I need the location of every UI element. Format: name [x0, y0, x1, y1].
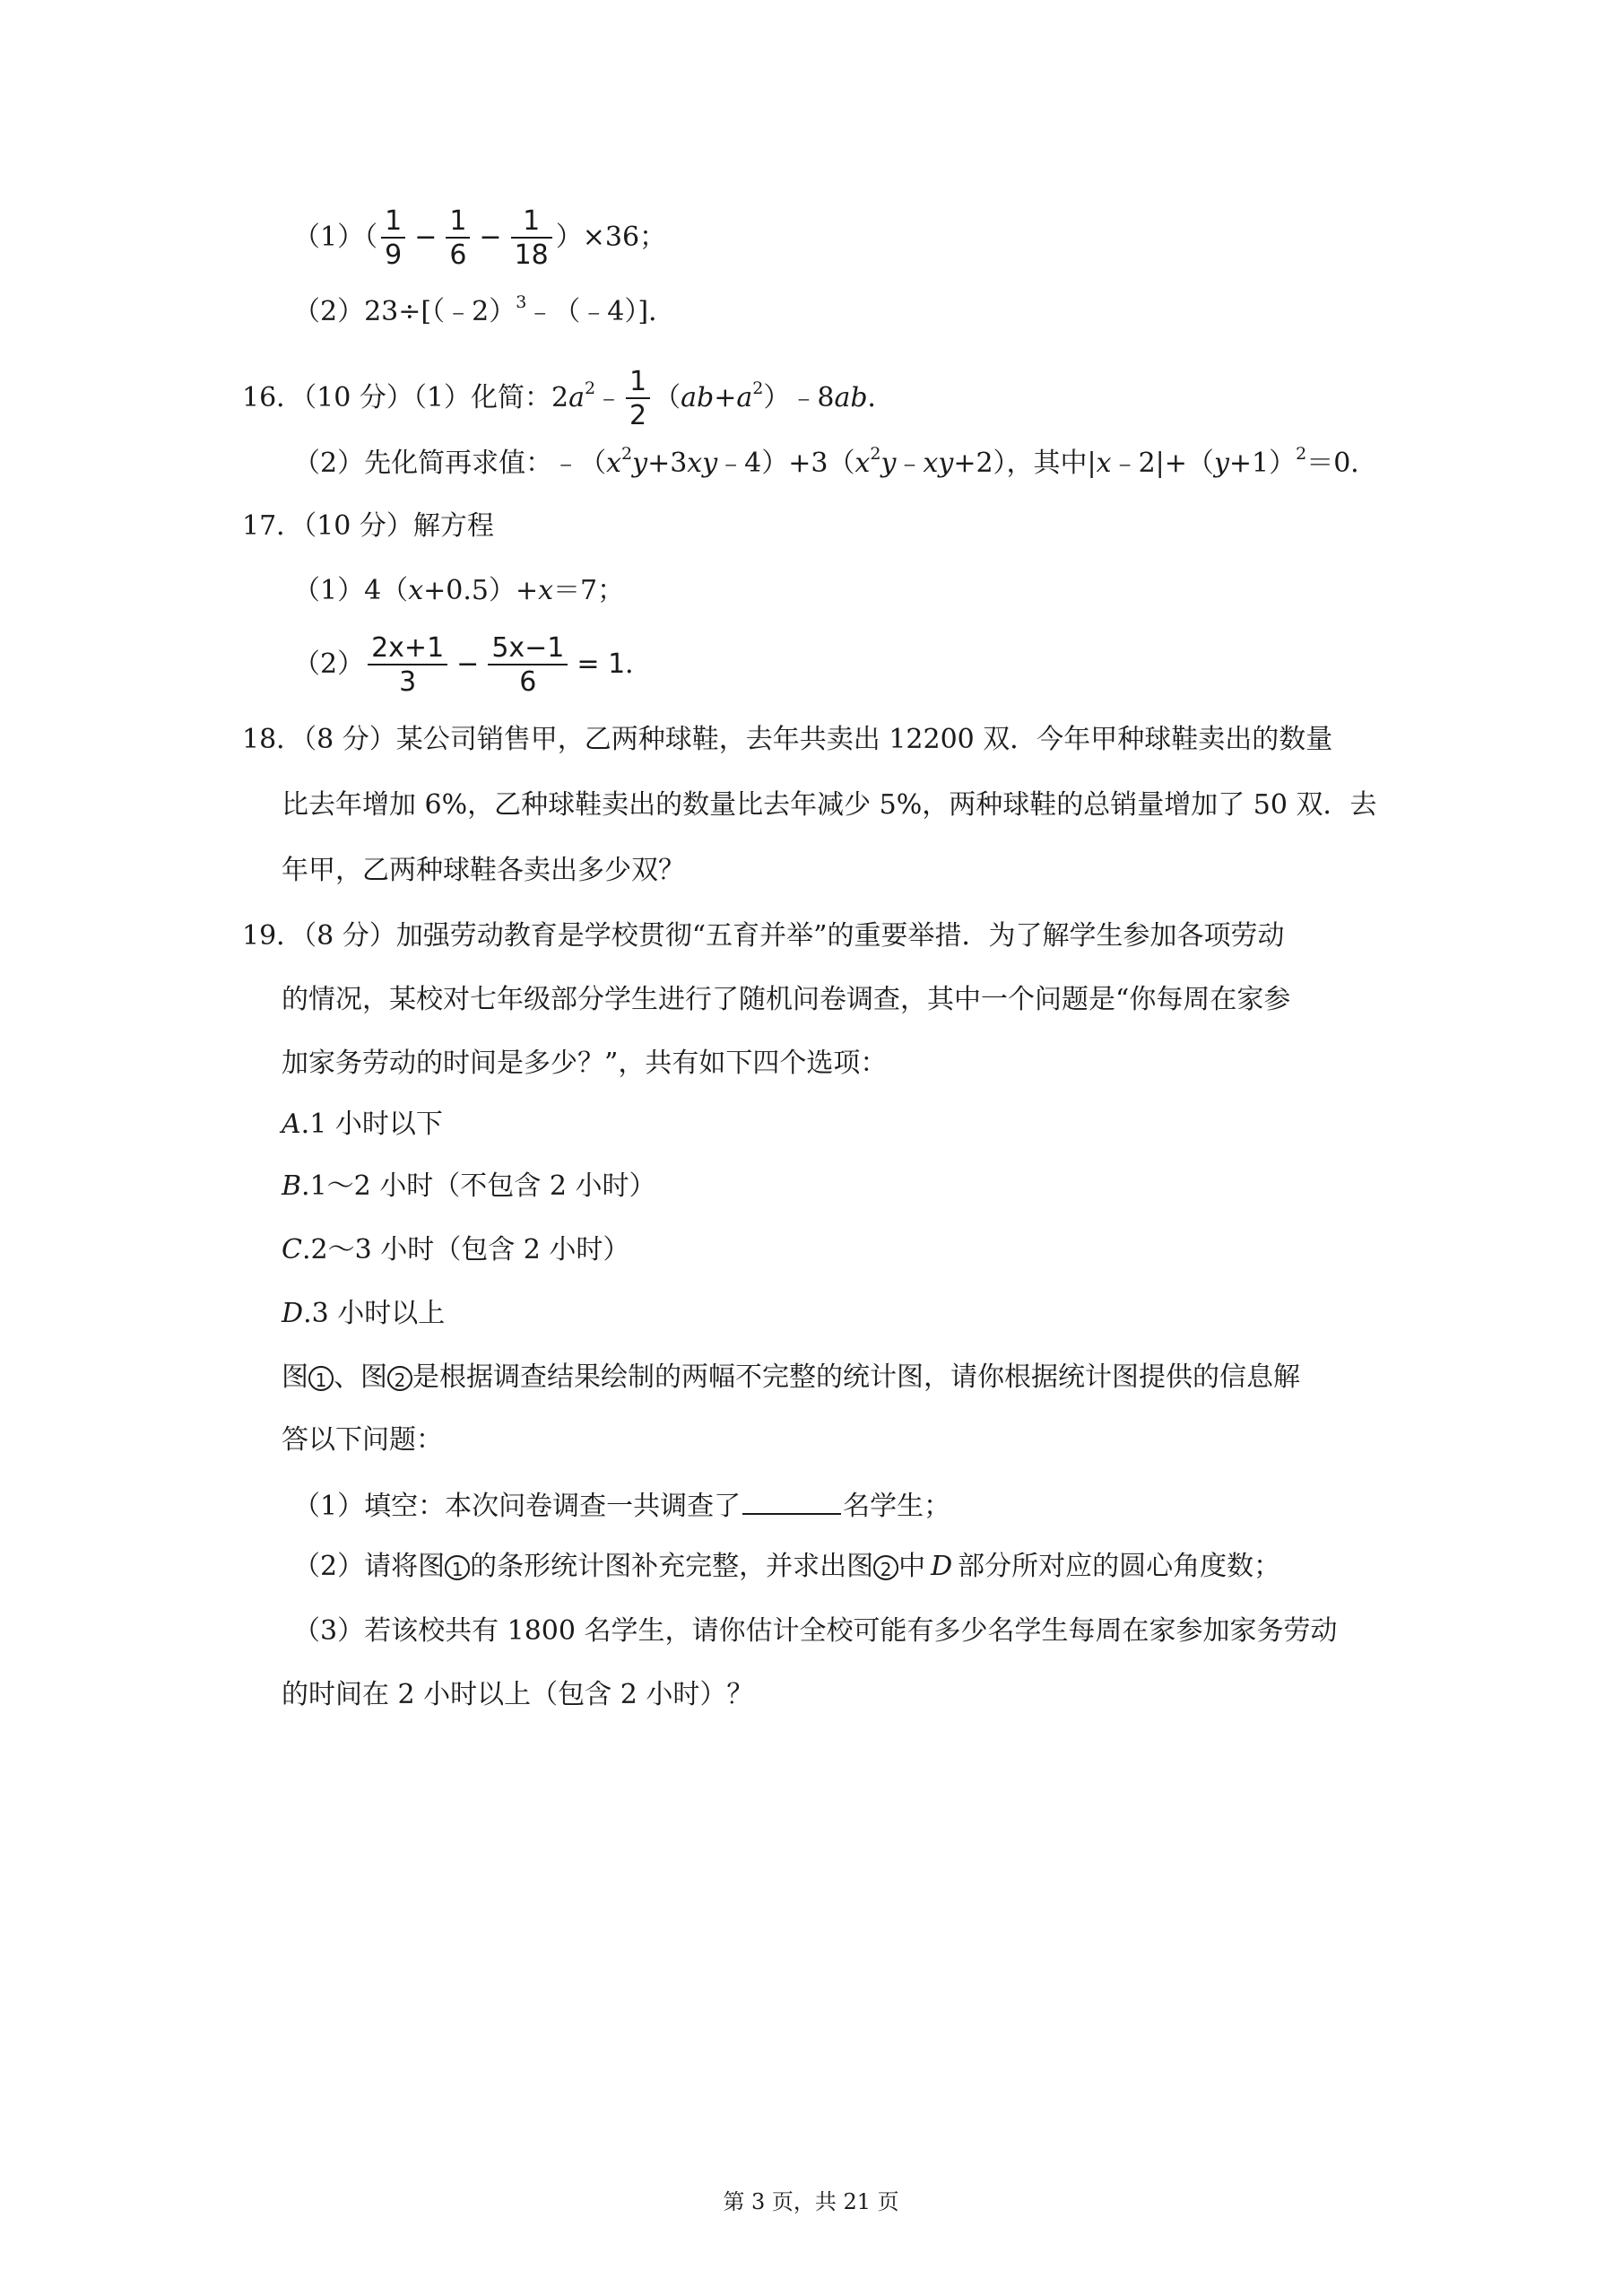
minus-sign: −: [456, 648, 480, 680]
variable: xy: [923, 448, 954, 479]
variable: y: [1213, 448, 1229, 479]
q18-line1: 18．（8 分）某公司销售甲，乙两种球鞋，去年共卖出 12200 双．今年甲种球鞋卖出的数量: [242, 724, 1333, 755]
variable: x: [1096, 448, 1112, 479]
q15-part1: [293, 205, 667, 271]
text-run: 的条形统计图补充完整，并求出图: [470, 1551, 874, 1582]
minus-sign: −: [479, 222, 502, 253]
text-run: ．: [867, 382, 895, 413]
fraction-numerator: 1: [381, 208, 405, 239]
superscript: 2: [584, 378, 596, 398]
minus-sign: −: [414, 222, 438, 253]
fraction-denominator: 9: [385, 239, 403, 271]
circled-number: 1: [308, 1366, 334, 1391]
superscript: 3: [516, 292, 527, 312]
option-letter: B: [282, 1170, 302, 1202]
text-run: ﹣: [896, 448, 924, 479]
variable: a: [736, 382, 753, 413]
text-run: ）﹣8: [763, 382, 835, 413]
variable: ab: [681, 382, 715, 413]
q17-part1: [293, 575, 625, 606]
q19-line1: 19．（8 分）加强劳动教育是学校贯彻“五育并举”的重要举措．为了解学生参加各项劳动: [242, 920, 1285, 952]
fraction-denominator: 2: [629, 400, 647, 431]
fraction-denominator: 3: [399, 666, 417, 698]
variable: x: [538, 575, 554, 606]
option-d: [282, 1300, 445, 1327]
text-run: （1）填空：本次问卷调查一共调查了: [293, 1491, 742, 1522]
minus-sign: ﹣: [595, 382, 623, 413]
q19-sub2: [293, 1553, 1280, 1580]
text-run: （: [654, 382, 681, 413]
text-run: （2）先化简再求值：﹣（: [293, 448, 607, 479]
superscript: 2: [870, 444, 881, 464]
fraction-denominator: 6: [519, 666, 537, 698]
text-run: （2）23÷[（﹣2）: [293, 296, 516, 327]
text-run: ﹣（﹣4）]．: [526, 296, 676, 327]
fraction-denominator: 18: [514, 239, 549, 271]
circled-number: 1: [445, 1555, 470, 1580]
q15-part1-tail: ）×36；: [555, 222, 667, 253]
circled-number: 2: [387, 1366, 412, 1391]
option-text: .1～2 小时（不包含 2 小时）: [301, 1170, 656, 1202]
variable: x: [854, 448, 871, 479]
q19-line2: 的情况，某校对七年级部分学生进行了随机问卷调查，其中一个问题是“你每周在家参: [282, 984, 1291, 1015]
fraction-numerator: 1: [446, 208, 470, 239]
text-run: 部分所对应的圆心角度数；: [958, 1551, 1281, 1582]
superscript: 2: [621, 444, 633, 464]
q19-sub3-line2: 的时间在 2 小时以上（包含 2 小时）？: [282, 1679, 754, 1710]
fraction-denominator: 6: [449, 239, 467, 271]
superscript: 2: [752, 378, 764, 398]
text-run: +3: [647, 448, 688, 479]
variable: x: [606, 448, 622, 479]
option-c: [282, 1234, 630, 1265]
q19-sub3-line1: （3）若该校共有 1800 名学生，请你估计全校可能有多少名学生每周在家参加家务劳动: [293, 1615, 1338, 1647]
q19-sub1: [293, 1490, 950, 1520]
option-text: .3 小时以上: [303, 1298, 446, 1329]
superscript: 2: [1296, 444, 1307, 464]
text-run: （2）: [293, 648, 365, 680]
fraction: [626, 366, 650, 431]
option-letter: A: [282, 1109, 301, 1140]
question-number: 16．（10 分）（1）化简：2: [242, 382, 569, 413]
fraction-numerator: 1: [511, 208, 552, 239]
fraction: [446, 205, 470, 271]
text-run: ﹣4）+3（: [717, 448, 855, 479]
fraction-numerator: 5x−1: [488, 635, 568, 665]
circled-number: 2: [873, 1555, 898, 1580]
text-run: ＝0．: [1306, 448, 1378, 479]
text-run: ＝7；: [553, 575, 625, 606]
q18-line3: 年甲，乙两种球鞋各卖出多少双？: [282, 855, 685, 886]
option-text: .1 小时以下: [300, 1109, 443, 1140]
text-run: 名学生；: [843, 1491, 951, 1522]
q16-line1: [242, 366, 895, 431]
option-letter: C: [282, 1234, 302, 1265]
fraction: [368, 632, 447, 698]
option-letter: D: [282, 1298, 304, 1329]
text-run: 图: [282, 1361, 308, 1393]
option-a: [282, 1111, 443, 1138]
fraction-numerator: 2x+1: [368, 635, 447, 665]
text-run: +0.5）+: [423, 575, 539, 606]
text-run: （1）4（: [293, 575, 409, 606]
variable: xy: [687, 448, 718, 479]
option-text: .2～3 小时（包含 2 小时）: [301, 1234, 630, 1265]
figure-intro-line1: [282, 1361, 1300, 1393]
variable: D: [931, 1551, 953, 1582]
fraction: [381, 205, 405, 271]
fraction: [488, 632, 568, 698]
variable: y: [632, 448, 648, 479]
page-footer: 第 3 页，共 21 页: [723, 2189, 899, 2214]
variable: a: [568, 382, 585, 413]
variable: y: [880, 448, 897, 479]
q19-line3: 加家务劳动的时间是多少？”，共有如下四个选项：: [282, 1048, 888, 1079]
figure-intro-line2: 答以下问题：: [282, 1424, 443, 1456]
equation-result: = 1．: [577, 648, 653, 680]
q17-part2: [293, 632, 657, 698]
q18-line2: 比去年增加 6%，乙种球鞋卖出的数量比去年减少 5%，两种球鞋的总销量增加了 50 双．去: [282, 789, 1377, 821]
variable: x: [408, 575, 424, 606]
fraction-numerator: 1: [626, 369, 650, 399]
text-run: +1）: [1228, 448, 1297, 479]
variable: ab: [834, 382, 868, 413]
text-run: （2）请将图: [293, 1551, 446, 1582]
q17-heading: 17．（10 分）解方程: [242, 510, 494, 542]
text-run: +2），其中|: [953, 448, 1097, 479]
q15-part1-label: （1）（: [293, 222, 378, 253]
plus-sign: +: [714, 382, 737, 413]
text-run: 是根据调查结果绘制的两幅不完整的统计图，请你根据统计图提供的信息解: [412, 1361, 1300, 1393]
text-run: ﹣2|+（: [1111, 448, 1214, 479]
option-b: [282, 1170, 656, 1202]
q15-part2: [293, 292, 676, 327]
fraction: [511, 205, 552, 271]
text-run: 、图: [334, 1361, 387, 1393]
answer-blank: [742, 1490, 841, 1515]
text-run: 中: [898, 1551, 926, 1582]
q16-line2: [293, 444, 1378, 479]
